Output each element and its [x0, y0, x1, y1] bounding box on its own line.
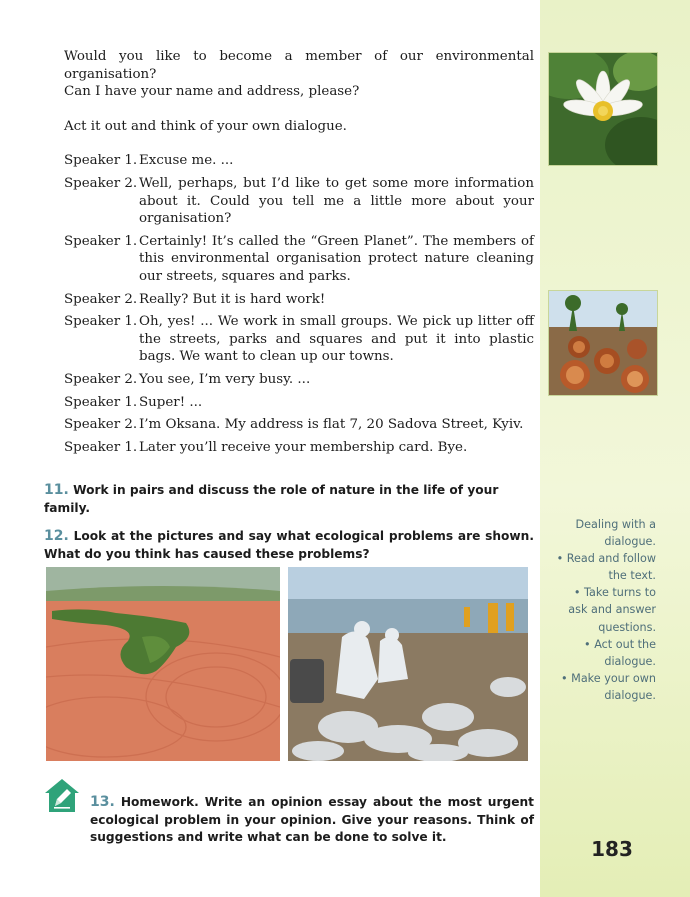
- dialogue-section: [64, 48, 534, 461]
- task-11-text: Work in pairs and discuss the role of nature in the life of your family.: [44, 483, 499, 515]
- task-12-text: Look at the pictures and say what ecological problems are shown. What do you think has caused these problems?: [44, 529, 534, 561]
- dialogue-text: Later you’ll receive your membership card. Bye.: [139, 439, 468, 455]
- task-13-number: 13.: [90, 794, 115, 811]
- cut-logs-photo: [548, 290, 658, 396]
- dialogue-line: [64, 152, 534, 170]
- side-notes-heading: Dealing with a dialogue.: [575, 518, 656, 549]
- dialogue-speaker: Speaker 2.: [64, 371, 138, 387]
- dialogue-speaker: Speaker 1.: [64, 394, 138, 410]
- dialogue-text: I’m Oksana. My address is flat 7, 20 Sadova Street, Kyiv.: [139, 417, 524, 433]
- oil-spill-cleanup-photo: [288, 567, 528, 761]
- dialogue-text: Excuse me. ...: [139, 153, 234, 169]
- side-note-item: • Act out the dialogue.: [556, 636, 656, 670]
- dialogue-text: Well, perhaps, but I’d like to get some more information about it. Could you tell me a little more about your organisation?: [139, 175, 534, 227]
- dialogue-speaker: Speaker 2.: [64, 291, 138, 307]
- dialogue-text: Oh, yes! ... We work in small groups. We pick up litter off the streets, parks and squares and put it into plastic bags. We want to clean up our towns.: [139, 314, 534, 365]
- dialogue-line: [64, 175, 534, 228]
- dialogue-speaker: Speaker 2.: [64, 175, 138, 191]
- side-note-item: • Make your own dialogue.: [556, 670, 656, 704]
- task-11: [44, 482, 534, 517]
- intro-line-1: Would you like to become a member of our environmental organisation?: [64, 49, 534, 82]
- dialogue-speaker: Speaker 1.: [64, 153, 138, 169]
- homework-house-icon: [44, 778, 80, 814]
- dialogue-speaker: Speaker 1.: [64, 314, 138, 330]
- task-13-text: Homework. Write an opinion essay about the most urgent ecological problem in your opinion. Give your reasons. Think of suggestions and write what can be done to solve it.: [90, 795, 534, 845]
- side-note-item: • Read and follow the text.: [556, 550, 656, 584]
- dialogue-line: [64, 371, 534, 389]
- dialogue-line: [64, 416, 534, 434]
- dialogue-text: Certainly! It’s called the “Green Planet”. The members of this environmental organisation protect nature cleaning our streets, squares and parks.: [139, 233, 534, 284]
- dialogue-line: [64, 233, 534, 286]
- dialogue-speaker: Speaker 2.: [64, 417, 138, 433]
- dialogue-speaker: Speaker 1.: [64, 439, 138, 455]
- water-lily-photo: [548, 52, 658, 166]
- side-notes: [556, 516, 656, 704]
- dialogue-line: [64, 439, 534, 457]
- dialogue-text: You see, I’m very busy. ...: [139, 371, 311, 387]
- task-12-number: 12.: [44, 528, 69, 545]
- task-11-number: 11.: [44, 482, 69, 499]
- deforested-field-photo: [46, 567, 280, 761]
- dialogue-speaker: Speaker 1.: [64, 233, 138, 249]
- dialogue-line: [64, 394, 534, 412]
- task-12: [44, 528, 534, 563]
- dialogue-list: [64, 152, 534, 456]
- dialogue-text: Super! ...: [139, 394, 203, 410]
- act-it-out-instruction: Act it out and think of your own dialogue.: [64, 118, 347, 134]
- page-number: 183: [591, 837, 633, 861]
- task-13: [90, 794, 534, 847]
- intro-line-2: Can I have your name and address, please?: [64, 84, 360, 100]
- side-note-item: • Take turns to ask and answer questions.: [556, 584, 656, 635]
- dialogue-line: [64, 313, 534, 366]
- dialogue-text: Really? But it is hard work!: [139, 291, 326, 307]
- dialogue-line: [64, 291, 534, 309]
